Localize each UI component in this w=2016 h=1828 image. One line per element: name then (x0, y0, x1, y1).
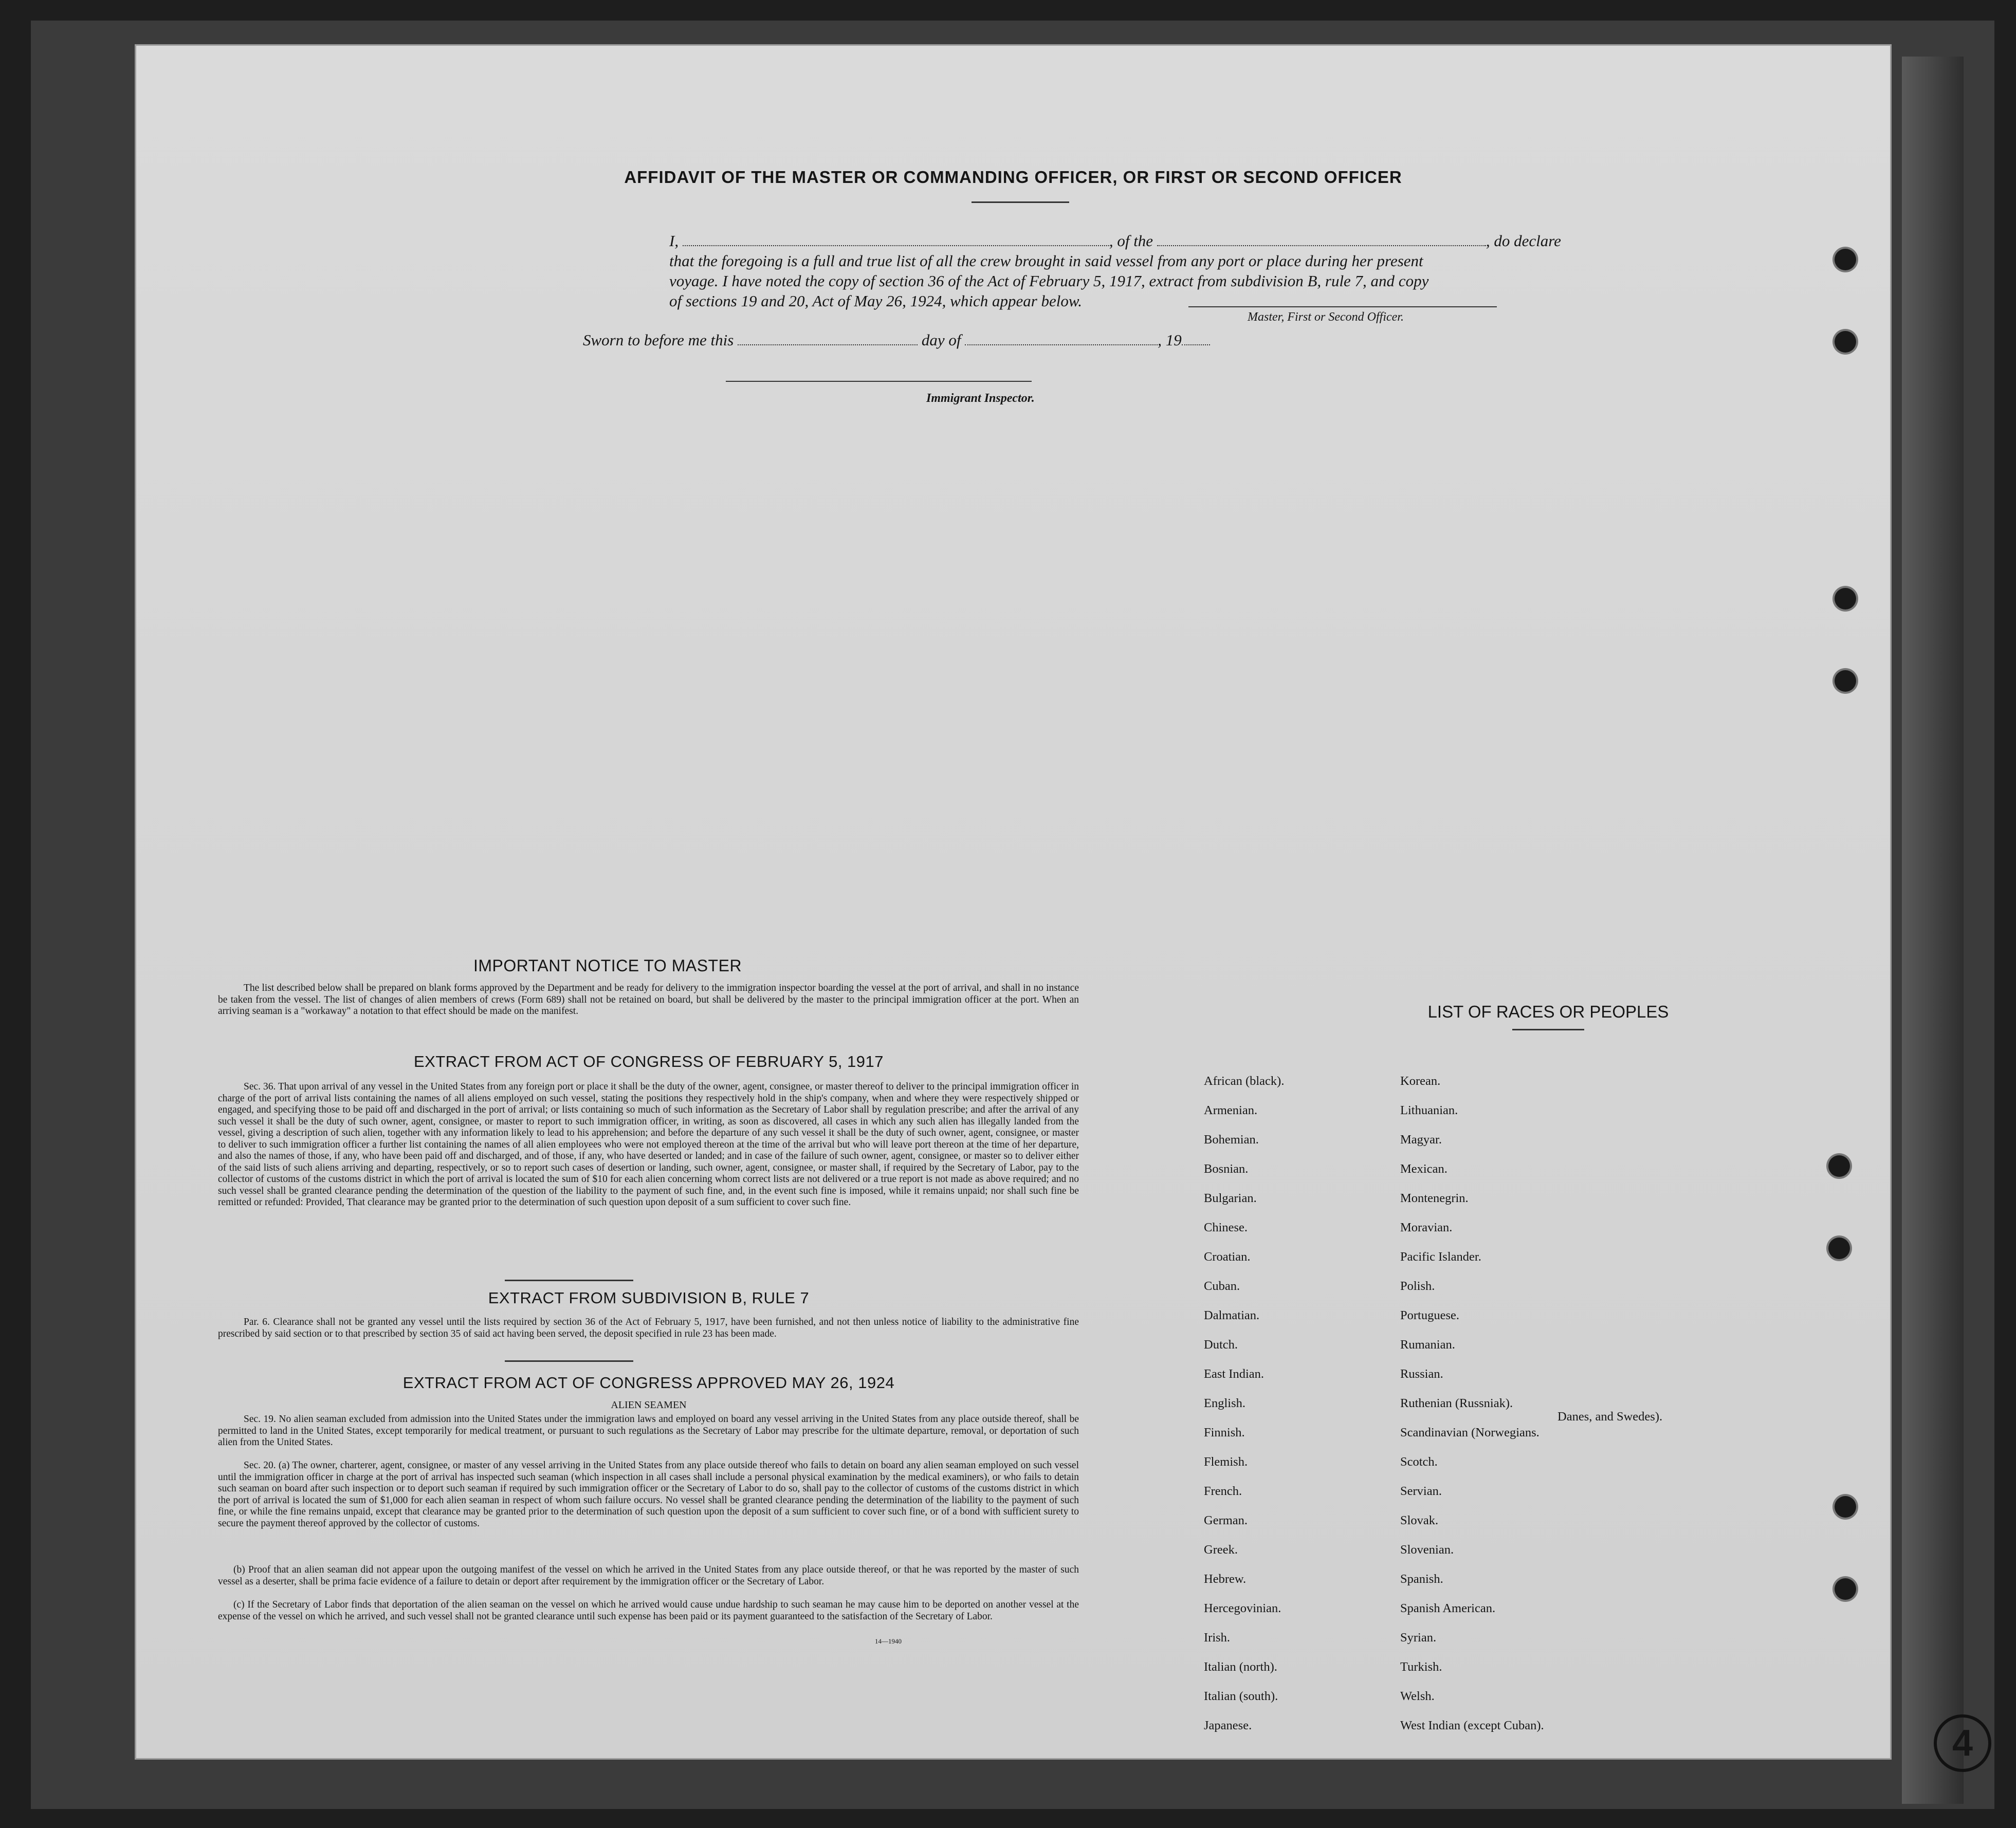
punch-hole (1835, 249, 1856, 270)
sworn-year-prefix: , 19 (1158, 331, 1182, 349)
punch-hole (1828, 1238, 1850, 1259)
race-item: Cuban. (1204, 1279, 1240, 1293)
punch-hole (1835, 1578, 1856, 1600)
affidavit-title: AFFIDAVIT OF THE MASTER OR COMMANDING OFFICER, OR FIRST OR SECOND OFFICER (624, 168, 1402, 187)
master-signature-label: Master, First or Second Officer. (1248, 310, 1404, 324)
race-item: Spanish. (1400, 1572, 1443, 1586)
master-signature-line[interactable] (1188, 306, 1497, 307)
race-item: German. (1204, 1513, 1248, 1527)
race-item: Russian. (1400, 1367, 1443, 1381)
sec-20a-text: Sec. 20. (a) The owner, charterer, agent, consignee, or master of any vessel arriving in the United States from any place outside thereof who fails to detain on board any alien seaman employed on such vessel until the immigration officer in charge at the port of arrival has inspected such seaman (which inspection in all cases shall include a personal physical examination by the medical examiners), or who fails to detain such seaman on board after such inspection or to deport such seaman if required by such immigration officer or the Secretary of Labor to do so, shall pay to the collector of customs of the customs district in which the port of arrival is located the sum of $1,000 for each alien seaman in respect of whom such failure occurs. No vessel shall be granted clearance pending the determination of the liability to the payment of such fine, or while the fine remains unpaid, except that clearance may be granted prior to the determination of such question upon the deposit of a sum sufficient to cover such fine, or of a bond with sufficient surety to secure the payment thereof approved by the collector of customs. (218, 1460, 1079, 1529)
race-item: Slovenian. (1400, 1543, 1454, 1557)
extract-rule7-title: EXTRACT FROM SUBDIVISION B, RULE 7 (488, 1289, 810, 1307)
race-item: Bosnian. (1204, 1162, 1249, 1176)
race-item: Rumanian. (1400, 1338, 1455, 1352)
races-title: LIST OF RACES OR PEOPLES (1427, 1002, 1669, 1021)
race-item: West Indian (except Cuban). (1400, 1719, 1544, 1732)
race-item: Scotch. (1400, 1455, 1438, 1469)
extract-rule7-text: Par. 6. Clearance shall not be granted any vessel until the lists required by section 36 of the Act of February 5, 1917, have been furnished, and not then unless notice of liability to the administrative fine prescribed by said section or to that prescribed by section 35 of said act having been served, the deposit specified in rule 23 has been made. (218, 1317, 1079, 1339)
race-item: Moravian. (1400, 1221, 1453, 1234)
sec-20c-text: (c) If the Secretary of Labor finds that deportation of the alien seaman on the vessel on which he arrived would cause undue hardship to such seaman he may cause him to be deported on another vessel at the expense of the vessel on which he arrived, and such vessel shall not be granted clearance until such expense has been paid or its payment guaranteed to the satisfaction of the Secretary of Labor. (218, 1599, 1079, 1622)
race-item: Spanish American. (1400, 1601, 1496, 1615)
race-item: Dalmatian. (1204, 1308, 1260, 1322)
race-item: French. (1204, 1484, 1242, 1498)
race-item: Mexican. (1400, 1162, 1447, 1176)
race-item: English. (1204, 1396, 1245, 1410)
name-field[interactable] (683, 232, 1109, 246)
race-item: Magyar. (1400, 1133, 1442, 1147)
race-item: Ruthenian (Russniak). (1400, 1396, 1513, 1410)
divider (505, 1280, 633, 1281)
race-item: Scandinavian (Norwegians. (1400, 1426, 1540, 1439)
vessel-field[interactable] (1157, 232, 1486, 246)
sworn-year-field[interactable] (1182, 331, 1210, 345)
document-page (135, 44, 1973, 1764)
race-item: Armenian. (1204, 1103, 1258, 1117)
divider (505, 1360, 633, 1362)
punch-hole (1835, 670, 1856, 692)
race-item: Turkish. (1400, 1660, 1442, 1674)
declaration-line-2: that the foregoing is a full and true list of all the crew brought in said vessel from any port or place during her present (669, 252, 1423, 270)
inspector-label: Immigrant Inspector. (926, 392, 1035, 405)
race-item: Chinese. (1204, 1221, 1248, 1234)
punch-hole (1835, 588, 1856, 610)
race-item: Hebrew. (1204, 1572, 1247, 1586)
race-item: Montenegrin. (1400, 1191, 1469, 1205)
title-underline (972, 201, 1069, 203)
race-item: Flemish. (1204, 1455, 1248, 1469)
race-item: Welsh. (1400, 1689, 1435, 1703)
sworn-month-field[interactable] (965, 331, 1158, 345)
declaration-line-3: voyage. I have noted the copy of section 36 of the Act of February 5, 1917, extract from subdivision B, rule 7, and copy (669, 272, 1429, 290)
race-item: Lithuanian. (1400, 1103, 1458, 1117)
race-item: Pacific Islander. (1400, 1250, 1481, 1264)
race-item: Hercegovinian. (1204, 1601, 1281, 1615)
form-number: 14—1940 (875, 1637, 902, 1645)
inspector-signature-line[interactable] (726, 381, 1032, 382)
sworn-prefix: Sworn to before me this (583, 331, 734, 349)
race-item: Croatian. (1204, 1250, 1251, 1264)
race-item: Slovak. (1400, 1513, 1439, 1527)
race-item: Japanese. (1204, 1719, 1252, 1732)
underlying-page-edge (1902, 57, 1964, 1804)
race-item-continuation: Danes, and Swedes). (1557, 1410, 1663, 1424)
race-item: Bohemian. (1204, 1133, 1259, 1147)
notice-title: IMPORTANT NOTICE TO MASTER (473, 956, 742, 975)
extract-1917-title: EXTRACT FROM ACT OF CONGRESS OF FEBRUARY 5, 1917 (413, 1053, 884, 1070)
race-item: Bulgarian. (1204, 1191, 1257, 1205)
sec-19-text: Sec. 19. No alien seaman excluded from admission into the United States under the immigration laws and employed on board any vessel arriving in the United States from any place outside thereof, shall be permitted to land in the United States, except temporarily for medical treatment, or pursuant to such regulations as the Secretary of Labor may prescribe for the ultimate departure, removal, or deportation of such alien from the United States. (218, 1414, 1079, 1448)
race-item: Finnish. (1204, 1426, 1245, 1439)
extract-1924-title: EXTRACT FROM ACT OF CONGRESS APPROVED MAY 26, 1924 (402, 1374, 895, 1392)
punch-hole (1828, 1155, 1850, 1177)
declaration-line-4: of sections 19 and 20, Act of May 26, 1924, which appear below. (669, 292, 1083, 310)
notice-text: The list described below shall be prepared on blank forms approved by the Department and be ready for delivery to the immigration inspector boarding the vessel at the port of arrival, and shall in no instance be taken from the vessel. The list of changes of alien members of crews (Form 689) shall not be retained on board, but shall be delivered by the master to the principal immigration officer at the port. When an arriving seaman is a "workaway" a notation to that effect should be made on the manifest. (218, 983, 1079, 1017)
affidavit-declaration (669, 231, 1641, 311)
race-item: Greek. (1204, 1543, 1238, 1557)
race-item: Polish. (1400, 1279, 1435, 1293)
sworn-line (583, 331, 1210, 349)
race-item: Servian. (1400, 1484, 1442, 1498)
punch-hole (1835, 1496, 1856, 1518)
punch-hole (1835, 331, 1856, 353)
extract-1917-text: Sec. 36. That upon arrival of any vessel in the United States from any foreign port or place it shall be the duty of the owner, agent, consignee, or master thereof to deliver to the principal immigration officer in charge of the port of arrival lists containing the names of all aliens employed on such vessel, stating the positions they respectively hold in the ship's company, when and where they were respectively shipped or engaged, and specifying those to be paid off and discharged in the port of arrival; or lists containing so much of such information as the Secretary of Labor shall by regulation prescribe; and after the arrival of any such vessel it shall be the duty of such owner, agent, consignee, or master to report to such immigration officer, in writing, as soon as discovered, all cases in which any such alien has illegally landed from the vessel, giving a description of such alien, together with any information likely to lead to his apprehension; and before the departure of any such vessel it shall be the duty of such owner, agent, consignee, or master to deliver to such immigration officer a further list containing the names of all alien employees who were not employed thereon at the time of the arrival but who will leave port thereon at the time of her departure, and also the names of those, if any, who have been paid off and discharged, and of those, if any, who have deserted or landed; and in case of the failure of such owner, agent, consignee, or master so to deliver either of the said lists of such aliens arriving and departing, respectively, or so to report such cases of desertion or landing, such owner, agent, consignee, or master shall, if required by the Secretary of Labor, pay to the collector of customs of the customs district in which the port of arrival is located the sum of $10 for each alien concerning whom correct lists are not delivered or a true report is not made as above required; and no such vessel shall be granted clearance pending the determination of the question of the liability to the payment of such fine, and, in the event such fine is imposed, while it remains unpaid; nor shall such fine be remitted or refunded: Provided, That clearance may be granted prior to the determination of such question upon deposit of a sum sufficient to cover such fine. (218, 1081, 1079, 1208)
declaration-of-the: , of the (1109, 232, 1153, 250)
race-item: Dutch. (1204, 1338, 1238, 1352)
race-item: Portuguese. (1400, 1308, 1459, 1322)
page-number-stamp: 4 (1934, 1714, 1991, 1772)
declaration-do-declare: , do declare (1486, 232, 1561, 250)
race-item: Irish. (1204, 1631, 1231, 1645)
races-underline (1512, 1029, 1584, 1030)
race-item: African (black). (1204, 1074, 1285, 1088)
sworn-day-field[interactable] (738, 331, 918, 345)
race-item: Korean. (1400, 1074, 1441, 1088)
sworn-day-of: day of (921, 331, 961, 349)
race-item: Italian (south). (1204, 1689, 1278, 1703)
race-item: East Indian. (1204, 1367, 1264, 1381)
sec-20b-text: (b) Proof that an alien seaman did not appear upon the outgoing manifest of the vessel on which he arrived in the United States from any place outside thereof, or that he was reported by the master of such vessel as a deserter, shall be prima facie evidence of a failure to detain or deport after requirement by the immigration officer or the Secretary of Labor. (218, 1564, 1079, 1587)
alien-seamen-subtitle: ALIEN SEAMEN (611, 1399, 687, 1411)
race-item: Italian (north). (1204, 1660, 1277, 1674)
declaration-i: I, (669, 232, 679, 250)
race-item: Syrian. (1400, 1631, 1437, 1645)
